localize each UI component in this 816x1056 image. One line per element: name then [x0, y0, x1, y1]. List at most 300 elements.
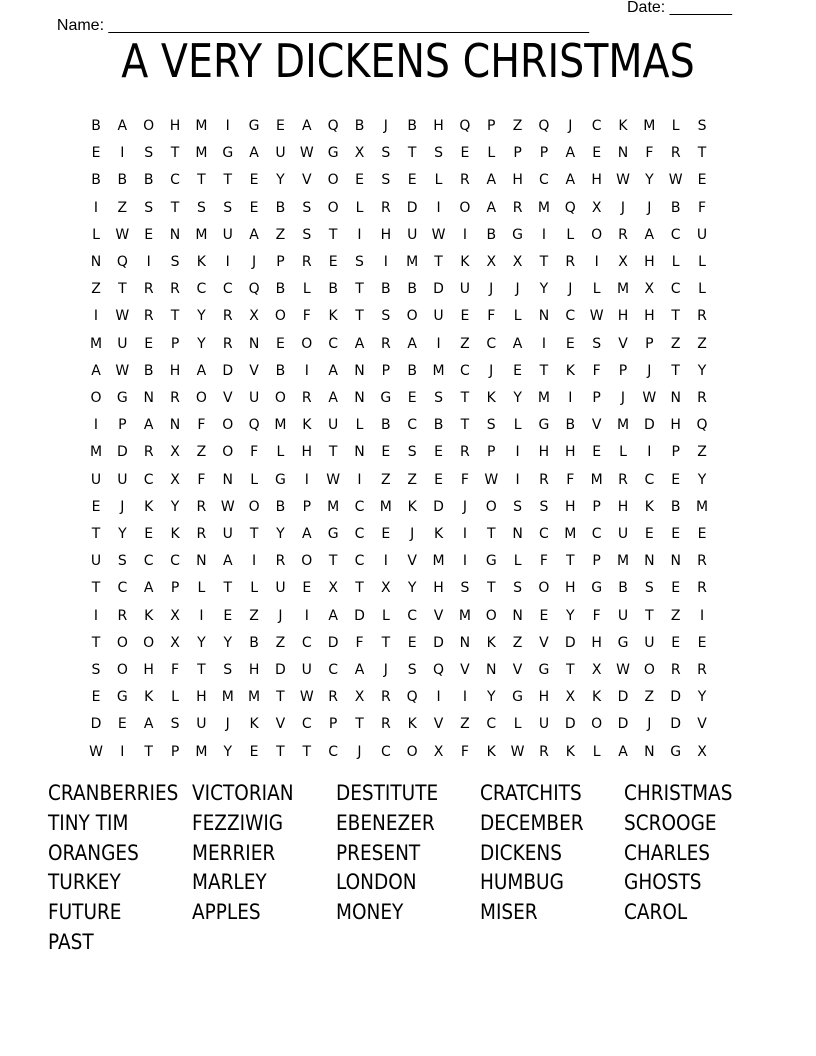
grid-letter: P [618, 362, 628, 379]
grid-letter: L [434, 172, 443, 189]
grid-letter: N [459, 634, 471, 651]
grid-letter: S [381, 172, 391, 189]
word-list-item: VICTORIAN [192, 781, 294, 805]
grid-letter: O [459, 199, 471, 216]
grid-letter: B [670, 498, 681, 515]
grid-letter: M [89, 335, 103, 352]
grid-letter: H [433, 118, 444, 134]
grid-letter: K [486, 390, 496, 406]
grid-letter: T [381, 634, 391, 651]
grid-letter: C [486, 716, 497, 733]
grid-letter: G [116, 390, 128, 406]
grid-letter: R [301, 390, 312, 406]
grid-letter: V [275, 716, 286, 733]
grid-letter: C [143, 471, 154, 488]
grid-letter: B [91, 172, 101, 189]
grid-letter: N [486, 662, 497, 678]
grid-letter: Z [697, 444, 707, 461]
grid-letter: A [222, 553, 233, 570]
grid-letter: D [327, 634, 339, 651]
grid-letter: F [197, 471, 206, 488]
grid-letter: K [144, 689, 154, 706]
grid-letter: X [354, 689, 365, 706]
grid-letter: Y [539, 281, 549, 298]
grid-letter: R [222, 335, 233, 352]
grid-letter: R [697, 553, 707, 570]
grid-letter: T [276, 743, 285, 760]
grid-letter: S [302, 226, 312, 243]
grid-letter: W [115, 362, 130, 379]
grid-letter: R [697, 308, 707, 325]
grid-letter: W [115, 308, 130, 325]
grid-letter: C [196, 281, 207, 298]
grid-letter: B [381, 281, 391, 298]
grid-letter: O [327, 172, 339, 189]
grid-letter: S [223, 662, 233, 678]
grid-letter: W [510, 743, 525, 760]
grid-letter: V [433, 716, 444, 733]
grid-letter: P [671, 444, 680, 461]
grid-letter: I [93, 308, 99, 325]
grid-letter: T [144, 743, 153, 760]
grid-letter: H [169, 118, 181, 134]
grid-letter: F [487, 308, 496, 325]
grid-letter: M [616, 281, 630, 298]
grid-letter: Z [460, 716, 470, 733]
grid-letter: M [248, 689, 261, 706]
grid-letter: O [274, 390, 286, 406]
grid-letter: N [617, 145, 629, 162]
grid-letter: Z [275, 634, 286, 651]
grid-letter: F [355, 634, 364, 651]
grid-letter: D [670, 716, 682, 733]
grid-letter: S [407, 662, 417, 678]
grid-letter: V [433, 607, 444, 624]
grid-letter: U [117, 335, 128, 352]
grid-letter: B [433, 417, 444, 434]
grid-letter: L [92, 226, 100, 243]
grid-letter: F [250, 444, 259, 461]
grid-letter: O [591, 226, 603, 243]
grid-letter: O [327, 199, 339, 216]
grid-letter: S [592, 335, 602, 352]
grid-letter: I [568, 390, 573, 406]
grid-letter: H [670, 417, 681, 434]
grid-letter: Z [275, 226, 286, 243]
grid-letter: E [565, 335, 575, 352]
grid-letter: J [568, 281, 573, 298]
grid-letter: B [618, 580, 628, 597]
grid-letter: G [538, 662, 550, 678]
grid-letter: E [276, 118, 285, 134]
grid-letter: L [197, 580, 206, 597]
grid-letter: I [515, 471, 520, 488]
grid-letter: E [91, 689, 101, 706]
grid-letter: N [222, 471, 233, 488]
grid-letter: A [565, 145, 576, 162]
grid-letter: H [644, 308, 655, 325]
grid-letter: Y [697, 362, 707, 379]
grid-letter: S [355, 254, 364, 270]
grid-letter: A [302, 526, 312, 542]
grid-letter: S [460, 580, 470, 597]
grid-letter: U [222, 226, 233, 243]
grid-letter: E [249, 199, 259, 216]
grid-letter: A [249, 145, 259, 162]
grid-letter: O [485, 498, 497, 515]
grid-letter: X [591, 199, 602, 216]
grid-letter: I [462, 689, 467, 706]
grid-letter: V [249, 362, 259, 379]
grid-letter: E [539, 607, 549, 624]
grid-letter: C [539, 526, 549, 542]
grid-letter: C [170, 172, 180, 189]
word-list-item: MISER [480, 900, 538, 925]
grid-letter: J [647, 199, 652, 216]
grid-letter: Q [459, 118, 471, 134]
grid-letter: R [380, 335, 391, 352]
grid-letter: W [220, 498, 235, 515]
grid-letter: C [143, 553, 154, 570]
grid-letter: Q [116, 254, 128, 270]
grid-letter: Y [170, 498, 180, 515]
grid-letter: E [644, 526, 654, 542]
grid-letter: U [407, 226, 418, 243]
word-list-item: CHARLES [624, 840, 710, 865]
grid-letter: S [381, 145, 391, 162]
grid-letter: G [222, 145, 234, 162]
grid-letter: N [512, 607, 523, 624]
grid-letter: J [568, 118, 573, 134]
grid-letter: T [539, 362, 549, 379]
grid-letter: O [143, 118, 155, 134]
grid-letter: D [564, 634, 576, 651]
grid-letter: E [671, 526, 681, 542]
grid-letter: G [485, 553, 497, 570]
grid-letter: S [486, 417, 496, 434]
grid-letter: B [670, 199, 681, 216]
word-list-item: APPLES [192, 900, 261, 925]
grid-letter: W [616, 662, 630, 678]
grid-letter: T [91, 634, 101, 651]
grid-letter: Y [197, 634, 206, 651]
grid-letter: C [380, 743, 391, 760]
grid-letter: A [644, 226, 655, 243]
grid-letter: C [354, 526, 365, 542]
grid-letter: N [354, 362, 365, 379]
grid-letter: H [538, 444, 550, 461]
grid-letter: E [592, 145, 602, 162]
grid-letter: P [487, 118, 496, 134]
grid-letter: F [302, 308, 311, 325]
grid-letter: S [91, 662, 101, 678]
grid-letter: I [93, 199, 99, 216]
grid-letter: C [670, 281, 681, 298]
grid-letter: M [195, 743, 208, 760]
grid-letter: P [276, 254, 285, 270]
grid-letter: O [406, 743, 418, 760]
grid-letter: J [462, 498, 467, 515]
grid-letter: X [512, 254, 523, 270]
grid-letter: K [302, 417, 312, 434]
grid-letter: Z [460, 335, 470, 352]
grid-letter: N [90, 254, 102, 270]
grid-letter: O [406, 308, 418, 325]
grid-letter: T [170, 145, 180, 162]
grid-letter: E [381, 526, 391, 542]
grid-letter: I [383, 254, 388, 270]
word-list-item: ORANGES [48, 840, 139, 865]
grid-letter: U [459, 281, 471, 298]
grid-letter: J [357, 743, 362, 760]
grid-letter: J [383, 118, 388, 134]
grid-letter: Z [196, 444, 207, 461]
grid-letter: X [697, 743, 707, 760]
grid-letter: P [170, 580, 180, 597]
grid-letter: K [407, 498, 417, 515]
grid-letter: O [116, 634, 128, 651]
grid-letter: T [355, 281, 364, 298]
grid-letter: I [541, 226, 546, 243]
grid-letter: H [591, 172, 602, 189]
grid-letter: U [222, 526, 233, 542]
grid-letter: S [513, 580, 523, 597]
grid-letter: X [170, 444, 180, 461]
grid-letter: A [143, 417, 154, 434]
grid-letter: C [644, 471, 655, 488]
word-list-item: MARLEY [192, 870, 267, 895]
grid-letter: H [512, 172, 523, 189]
grid-letter: C [328, 743, 339, 760]
grid-letter: I [541, 335, 546, 352]
grid-letter: X [565, 689, 576, 706]
grid-letter: V [222, 390, 233, 406]
grid-letter: B [381, 417, 391, 434]
grid-letter: S [434, 145, 443, 162]
grid-letter: N [512, 526, 523, 542]
grid-letter: I [357, 226, 362, 243]
grid-letter: M [432, 553, 445, 570]
grid-letter: M [643, 118, 656, 134]
grid-letter: K [170, 526, 180, 542]
grid-letter: B [117, 172, 128, 189]
grid-letter: C [591, 118, 602, 134]
grid-letter: N [143, 390, 154, 406]
grid-letter: R [301, 254, 312, 270]
grid-letter: D [433, 498, 444, 515]
word-list-item: GHOSTS [624, 870, 702, 895]
grid-letter: I [436, 689, 441, 706]
grid-letter: S [144, 199, 154, 216]
grid-letter: R [697, 662, 707, 678]
grid-letter: E [91, 145, 101, 162]
grid-letter: O [222, 444, 234, 461]
grid-letter: J [410, 526, 415, 542]
grid-letter: Y [276, 172, 285, 189]
grid-letter: M [432, 362, 445, 379]
grid-letter: L [250, 471, 258, 488]
grid-letter: I [225, 118, 230, 134]
grid-letter: C [591, 526, 602, 542]
grid-letter: X [170, 607, 180, 624]
grid-letter: L [592, 743, 601, 760]
grid-letter: A [354, 662, 365, 678]
grid-letter: U [90, 471, 102, 488]
grid-letter: N [644, 553, 655, 570]
grid-letter: R [196, 526, 207, 542]
grid-letter: X [644, 281, 655, 298]
grid-letter: E [249, 172, 259, 189]
grid-letter: E [460, 145, 470, 162]
grid-letter: I [436, 199, 441, 216]
grid-letter: L [671, 254, 680, 270]
grid-letter: D [354, 607, 365, 624]
grid-letter: V [591, 417, 602, 434]
grid-letter: H [565, 498, 576, 515]
grid-letter: M [327, 498, 340, 515]
grid-letter: P [592, 553, 601, 570]
grid-letter: W [431, 226, 446, 243]
grid-letter: Y [513, 390, 522, 406]
page-title: A VERY DICKENS CHRISTMAS [121, 34, 695, 88]
grid-letter: J [252, 254, 257, 270]
grid-letter: U [275, 580, 286, 597]
grid-letter: J [278, 607, 283, 624]
grid-letter: M [89, 444, 103, 461]
grid-letter: G [670, 743, 682, 760]
grid-letter: L [302, 281, 311, 298]
grid-letter: P [328, 716, 338, 733]
grid-letter: M [696, 498, 709, 515]
grid-letter: Y [697, 471, 707, 488]
grid-letter: R [539, 743, 549, 760]
grid-letter: M [616, 553, 630, 570]
grid-letter: R [196, 498, 207, 515]
grid-letter: D [406, 199, 418, 216]
grid-letter: K [644, 498, 654, 515]
grid-letter: L [355, 417, 364, 434]
grid-letter: B [407, 362, 417, 379]
grid-letter: K [144, 498, 154, 515]
grid-letter: N [538, 308, 550, 325]
grid-letter: M [537, 199, 550, 216]
grid-letter: H [565, 580, 576, 597]
grid-letter: E [144, 526, 154, 542]
grid-letter: U [617, 607, 629, 624]
name-field-label: Name: ______________________________________________________ [56, 17, 589, 34]
grid-letter: Y [197, 308, 206, 325]
grid-letter: A [143, 580, 154, 597]
grid-letter: K [433, 526, 444, 542]
grid-letter: R [565, 254, 576, 270]
grid-letter: T [486, 526, 496, 542]
grid-letter: I [120, 145, 125, 162]
grid-letter: X [433, 743, 444, 760]
grid-letter: U [248, 390, 260, 406]
grid-letter: N [196, 553, 207, 570]
grid-letter: X [591, 662, 602, 678]
grid-letter: X [381, 580, 391, 597]
grid-letter: Q [248, 281, 260, 298]
grid-letter: T [671, 362, 680, 379]
grid-letter: C [222, 281, 233, 298]
grid-letter: P [592, 390, 601, 406]
grid-letter: R [618, 471, 628, 488]
grid-letter: S [117, 553, 127, 570]
grid-letter: V [539, 634, 549, 651]
grid-letter: R [328, 689, 338, 706]
grid-letter: J [120, 498, 125, 515]
grid-letter: N [248, 335, 260, 352]
grid-letter: P [539, 145, 549, 162]
grid-letter: S [434, 390, 443, 406]
grid-letter: N [169, 226, 181, 243]
grid-letter: K [328, 308, 338, 325]
grid-letter: X [249, 308, 259, 325]
grid-letter: N [354, 444, 365, 461]
grid-letter: T [328, 444, 338, 461]
grid-letter: F [592, 607, 601, 624]
grid-letter: R [512, 199, 523, 216]
grid-letter: R [143, 308, 154, 325]
grid-letter: Y [118, 526, 127, 542]
grid-letter: O [643, 662, 655, 678]
grid-letter: D [222, 362, 234, 379]
grid-letter: Z [670, 335, 681, 352]
grid-letter: O [538, 580, 550, 597]
grid-letter: C [170, 553, 180, 570]
grid-letter: A [302, 118, 312, 134]
grid-letter: D [433, 281, 444, 298]
grid-letter: R [117, 607, 128, 624]
grid-letter: B [143, 362, 154, 379]
grid-letter: A [117, 118, 128, 134]
grid-letter: E [407, 634, 417, 651]
grid-letter: G [538, 417, 550, 434]
grid-letter: W [299, 145, 314, 162]
grid-letter: Z [249, 607, 259, 624]
grid-letter: U [90, 553, 102, 570]
grid-letter: P [513, 145, 522, 162]
grid-letter: M [564, 526, 577, 542]
grid-letter: V [460, 662, 470, 678]
word-list-item: FEZZIWIG [192, 810, 284, 835]
grid-letter: I [199, 607, 204, 624]
grid-letter: E [697, 172, 707, 189]
grid-letter: Z [117, 199, 128, 216]
grid-letter: F [197, 417, 206, 434]
grid-letter: H [380, 226, 392, 243]
grid-letter: D [617, 716, 629, 733]
grid-letter: K [486, 743, 496, 760]
grid-letter: D [617, 689, 629, 706]
grid-letter: C [328, 335, 339, 352]
grid-letter: J [647, 716, 652, 733]
grid-letter: Z [381, 471, 391, 488]
grid-letter: K [196, 254, 206, 270]
grid-letter: O [143, 634, 155, 651]
grid-letter: B [143, 172, 154, 189]
grid-letter: T [91, 526, 101, 542]
word-list-item: LONDON [336, 870, 417, 895]
grid-letter: O [591, 716, 603, 733]
grid-letter: E [592, 444, 602, 461]
grid-letter: B [354, 118, 365, 134]
grid-letter: E [144, 335, 154, 352]
grid-letter: A [249, 226, 259, 243]
grid-letter: O [248, 498, 260, 515]
grid-letter: E [434, 471, 443, 488]
